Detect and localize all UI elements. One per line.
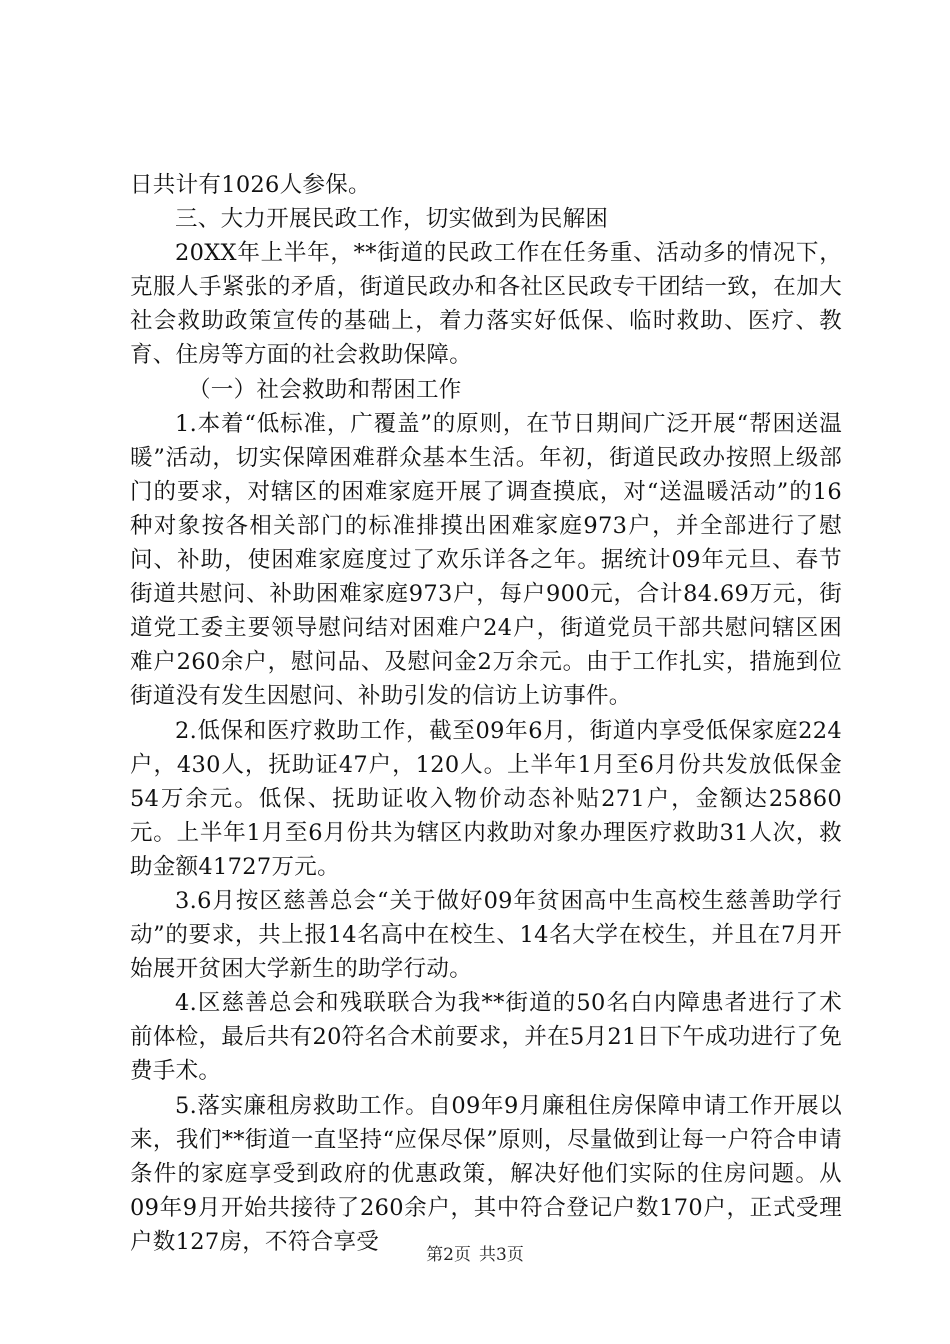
paragraph-item-3: 3.6月按区慈善总会“关于做好09年贫困高中生高校生慈善助学行动”的要求，共上报14名高中在校生、14名大学在校生，并且在7月开始展开贫困大学新生的助学行动。 [130, 887, 842, 983]
section-heading-civil-affairs: 三、大力开展民政工作，切实做到为民解困 [175, 206, 609, 233]
page-number: 第2页 [426, 1245, 471, 1265]
paragraph-item-4: 4.区慈善总会和残联联合为我**街道的50名白内障患者进行了术前体检，最后共有20符名合术前要求，并在5月21日下午成功进行了免费手术。 [130, 990, 842, 1085]
page-footer [0, 1244, 950, 1266]
paragraph-continuation: 日共计有1026人参保。 [130, 172, 371, 198]
paragraph-civil-affairs-overview: 20XX年上半年，**街道的民政工作在任务重、活动多的情况下，克服人手紧张的矛盾，街道民政办和各社区民政专干团结一致，在加大社会救助政策宣传的基础上，着力落实好低保、临时救助、医疗、教育、住房等方面的社会救助保障。 [130, 240, 842, 369]
paragraph-item-1: 1.本着“低标准，广覆盖”的原则，在节日期间广泛开展“帮困送温暖”活动，切实保障困难群众基本生活。年初，街道民政办按照上级部门的要求，对辖区的困难家庭开展了调查摸底，对“送温暖活动”的16种对象按各相关部门的标准排摸出困难家庭973户，并全部进行了慰问、补助，使困难家庭度过了欢乐详各之年。据统计09年元旦、春节街道共慰问、补助困难家庭973户，每户900元，合计84.69万元，街道党工委主要领导慰问结对困难户24户，街道党员干部共慰问辖区困难户260余户，慰问品、及慰问金2万余元。由于工作扎实，措施到位街道没有发生因慰问、补助引发的信访上访事件。 [130, 410, 842, 710]
document-body [130, 168, 842, 1259]
paragraph-item-5: 5.落实廉租房救助工作。自09年9月廉租住房保障申请工作开展以来，我们**街道一直坚持“应保尽保”原则，尽量做到让每一户符合申请条件的家庭享受到政府的优惠政策，解决好他们实际的住房问题。从09年9月开始共接待了260余户，其中符合登记户数170户，正式受理户数127房，不符合享受 [130, 1092, 842, 1255]
paragraph-item-2: 2.低保和医疗救助工作，截至09年6月，街道内享受低保家庭224户，430人，抚助证47户，120人。上半年1月至6月份共发放低保金54万余元。低保、抚助证收入物价动态补贴271户，金额达25860元。上半年1月至6月份共为辖区内救助对象办理医疗救助31人次，救助金额41727万元。 [130, 717, 842, 880]
subsection-heading-social-relief: （一）社会救助和帮困工作 [188, 376, 462, 403]
page-total: 共3页 [479, 1245, 524, 1265]
